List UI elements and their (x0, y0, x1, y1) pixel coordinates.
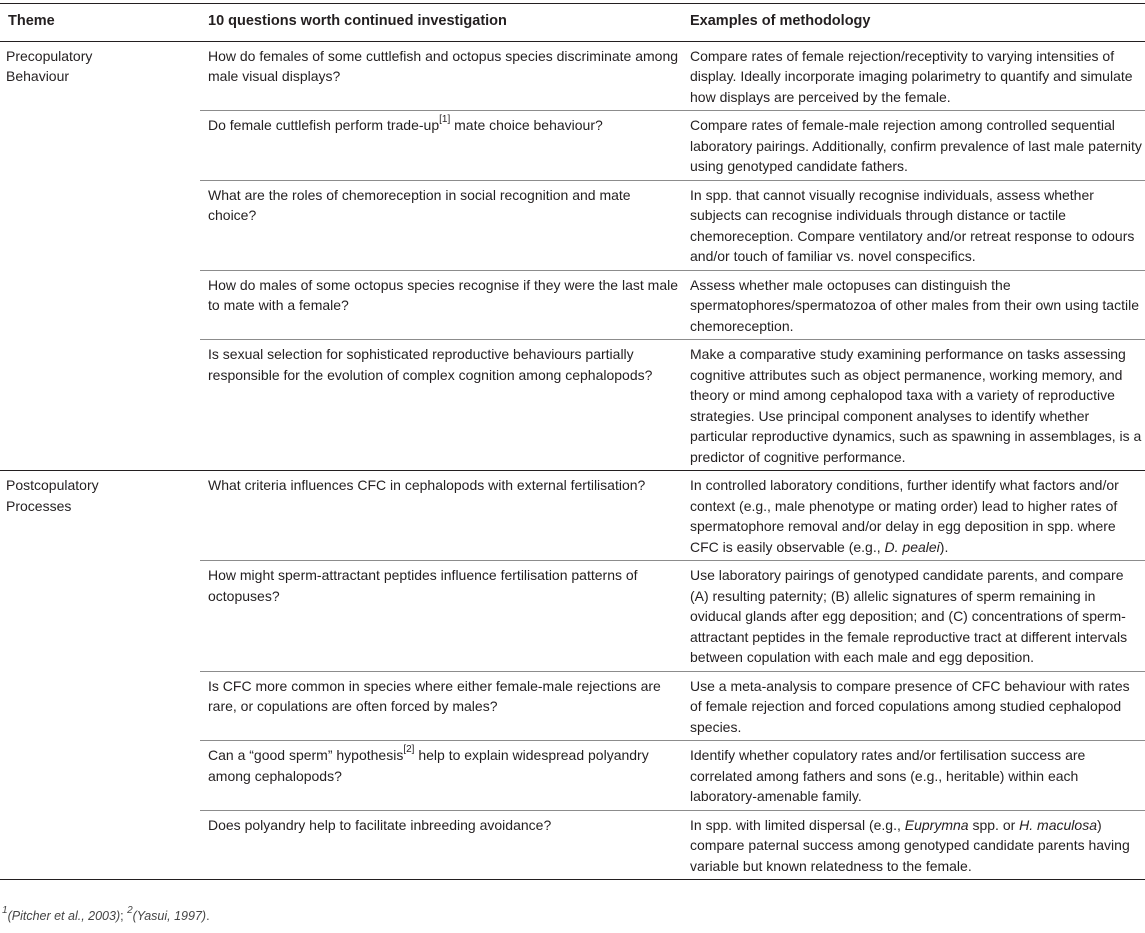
method-cell: Use a meta-analysis to compare presence of CFC behaviour with rates of female rejection and forced copulations among studied cephalopod species. (682, 671, 1145, 741)
header-theme: Theme (0, 4, 200, 42)
question-cell: How do males of some octopus species recognise if they were the last male to mate with a female? (200, 270, 682, 340)
question-cell: Can a “good sperm” hypothesis[2] help to explain widespread polyandry among cephalopods? (200, 741, 682, 811)
question-cell: Do female cuttlefish perform trade-up[1] mate choice behaviour? (200, 111, 682, 181)
question-cell: How do females of some cuttlefish and octopus species discriminate among male visual displays? (200, 41, 682, 111)
footnote-ref[interactable]: [1] (439, 114, 451, 126)
header-questions: 10 questions worth continued investigation (200, 4, 682, 42)
header-methods: Examples of methodology (682, 4, 1145, 42)
question-cell: Is sexual selection for sophisticated reproductive behaviours partially responsible for the evolution of complex cognition among cephalopods? (200, 340, 682, 471)
theme-precopulatory: Precopulatory Behaviour (0, 41, 200, 471)
question-cell: What criteria influences CFC in cephalopods with external fertilisation? (200, 471, 682, 561)
method-cell: Compare rates of female rejection/receptivity to varying intensities of display. Ideally incorporate imaging polarimetry to quantify and simulate how displays are perceived by the female. (682, 41, 1145, 111)
method-cell: In spp. with limited dispersal (e.g., Euprymna spp. or H. maculosa) compare paternal success among genotyped candidate parents having variable but known relatedness to the female. (682, 810, 1145, 880)
method-cell: Identify whether copulatory rates and/or fertilisation success are correlated among fathers and sons (e.g., heritable) within each laboratory-amenable family. (682, 741, 1145, 811)
method-cell: Make a comparative study examining performance on tasks assessing cognitive attributes such as object permanence, working memory, and theory or mind among cephalopod taxa with a variety of reproductive strategies. Use principal component analyses to identify whether particular reproductive dynamics, such as spawning in assemblages, is a predictor of cognitive performance. (682, 340, 1145, 471)
method-cell: Use laboratory pairings of genotyped candidate parents, and compare (A) resulting paternity; (B) allelic signatures of sperm remaining in oviducal glands after egg deposition; and (C) concentrations of sperm-attractant peptides in the female reproductive tract at different intervals between copulation with each male and egg deposition. (682, 561, 1145, 672)
table-footnote: $^1$(Pitcher et al., 2003); $^2$(Yasui, 1997). (2, 904, 210, 923)
theme-postcopulatory: Postcopulatory Processes (0, 471, 200, 880)
footnote-ref[interactable]: [2] (403, 744, 415, 756)
footnote-citation-1[interactable]: (Pitcher et al., 2003) (7, 909, 121, 923)
method-cell: Assess whether male octopuses can distinguish the spermatophores/spermatozoa of other males from their own using tactile chemoreception. (682, 270, 1145, 340)
footnote-citation-2[interactable]: (Yasui, 1997) (132, 909, 207, 923)
method-cell: Compare rates of female-male rejection among controlled sequential laboratory pairings. Additionally, confirm prevalence of last male paternity using genotyped candidate fathers. (682, 111, 1145, 181)
question-cell: Does polyandry help to facilitate inbreeding avoidance? (200, 810, 682, 880)
research-questions-table (0, 3, 1145, 880)
question-cell: What are the roles of chemoreception in social recognition and mate choice? (200, 180, 682, 270)
question-cell: Is CFC more common in species where either female-male rejections are rare, or copulations are often forced by males? (200, 671, 682, 741)
method-cell: In controlled laboratory conditions, further identify what factors and/or context (e.g., male phenotype or mating order) lead to higher rates of spermatophore removal and/or delay in egg deposition in spp. where CFC is easily observable (e.g., D. pealei). (682, 471, 1145, 561)
table-row (0, 471, 1145, 561)
table-header-row (0, 4, 1145, 42)
method-cell: In spp. that cannot visually recognise individuals, assess whether subjects can recognise individuals through distance or tactile chemoreception. Compare ventilatory and/or retreat response to odours and/or touch of familiar vs. novel conspecifics. (682, 180, 1145, 270)
question-cell: How might sperm-attractant peptides influence fertilisation patterns of octopuses? (200, 561, 682, 672)
table-row (0, 41, 1145, 111)
